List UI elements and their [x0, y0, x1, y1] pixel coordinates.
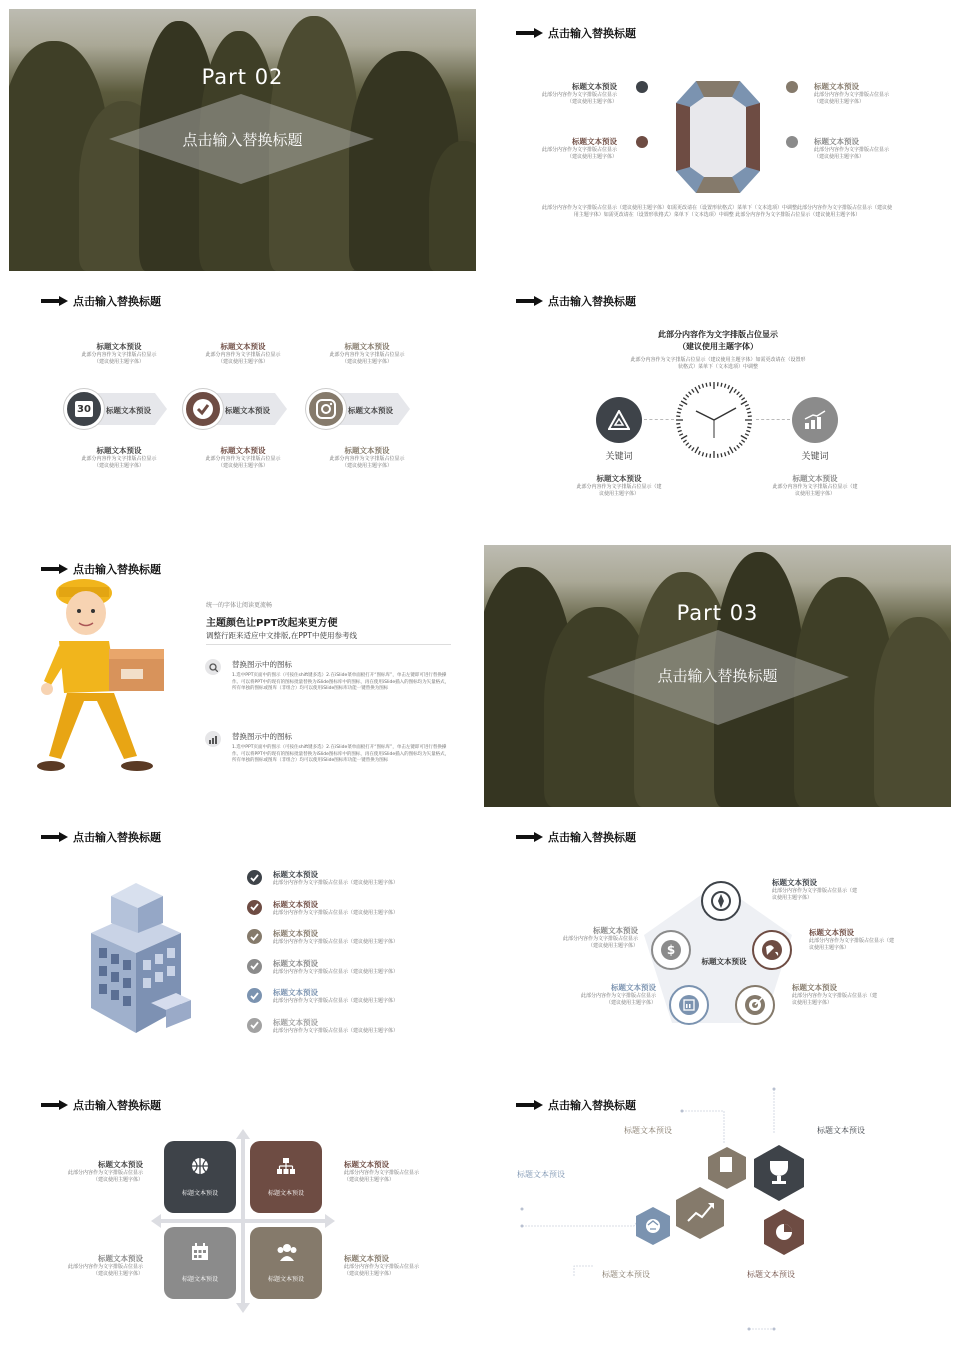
check-icon — [247, 900, 262, 915]
quadrant-box — [250, 1141, 322, 1213]
slide-header[interactable]: 点击输入替换标题 — [516, 829, 636, 845]
clock-tick — [739, 443, 742, 446]
part-title: Part 03 — [676, 601, 759, 625]
clock-tick — [683, 398, 686, 400]
step-label: 标题文本预设 — [225, 406, 270, 415]
text-block: 标题文本预设 此部分内容作为文字排版占位显示（建议使用主题字体） — [542, 137, 618, 160]
hex-label: 标题文本预设 — [747, 1270, 795, 1279]
item-body: 1.选中PPT页面中的图示（可按住shift键多选）2.在iSlide菜单面板打开“图标库”，单击左键即可进行替换操作。可以将PPT中的现有的图标批量替换为iSlide图标库中的图标，再在使用iSlide插入的图标均为矢量格式，所有单独的图标或图库（非组合）均可以使用iSlide图标库功能一键替换为图标 — [232, 673, 450, 691]
clock-tick — [679, 434, 683, 436]
clock-tick — [734, 448, 736, 451]
clock-tick — [681, 436, 687, 440]
clock-tick — [739, 395, 742, 398]
slide-clock — [484, 277, 951, 539]
dot-marker — [786, 136, 798, 148]
camera-icon — [306, 389, 346, 429]
slide-part-02 — [9, 9, 476, 271]
svg-text:$: $ — [666, 943, 676, 957]
building-illustration — [81, 878, 196, 1033]
text-block: 标题文本预设 此部分内容作为文字排版占位显示（建议使用主题字体） — [792, 983, 878, 1006]
check-icon — [247, 959, 262, 974]
quadrant-label: 标题文本预设 — [181, 1190, 218, 1197]
dot-marker — [786, 81, 798, 93]
tagline: 统一的字体让阅读更流畅 — [206, 602, 273, 609]
clock-tick — [725, 384, 726, 388]
quadrant-label: 标题文本预设 — [181, 1276, 218, 1283]
slide-three-steps — [9, 277, 476, 539]
headline: 此部分内容作为文字排版占位显示 （建议使用主题字体） — [658, 330, 778, 351]
title-secondary: 调整行距来适应中文排版,在PPT中使用参考线 — [206, 631, 358, 640]
step-label: 标题文本预设 — [106, 406, 151, 415]
slide-octagon — [484, 9, 951, 271]
clock-tick — [681, 401, 687, 405]
delivery-man-illustration — [29, 571, 179, 781]
text-block: 标题文本预设 此部分内容作为文字排版占位显示（建议使用主题字体） — [81, 342, 157, 365]
clock-tick — [746, 408, 750, 409]
clock-tick — [683, 440, 686, 442]
clock-tick — [679, 405, 683, 407]
dot-marker — [636, 136, 648, 148]
slide-header[interactable]: 点击输入替换标题 — [41, 1097, 161, 1113]
users-icon — [277, 1243, 297, 1261]
dollar-icon — [651, 930, 691, 970]
slide-header[interactable]: 点击输入替换标题 — [516, 1097, 636, 1113]
check-icon — [247, 1018, 262, 1033]
clock-tick — [745, 434, 749, 436]
arrow-right-icon — [516, 28, 544, 38]
clock-tick — [742, 440, 745, 442]
clock-tick — [730, 447, 734, 453]
clock-tick — [686, 395, 689, 398]
text-block: 标题文本预设 此部分内容作为文字排版占位显示（建议使用主题字体） — [67, 1160, 143, 1183]
clock-tick — [747, 412, 751, 413]
linkedin-icon — [669, 985, 709, 1025]
intro-text: 此部分内容作为文字排版占位显示（建议使用主题字体）如需更改请在（设置形状格式）菜单下（文本选项）中调整 — [630, 357, 806, 370]
arrow-right-icon — [41, 832, 69, 842]
clock-tick — [745, 405, 749, 407]
text-block: 标题文本预设 此部分内容作为文字排版占位显示（建议使用主题字体） — [542, 82, 618, 105]
arrow-right-icon — [516, 296, 544, 306]
clock-tick — [734, 389, 736, 392]
clock-tick — [692, 448, 694, 451]
clock-tick — [677, 412, 681, 413]
clock-tick — [721, 383, 722, 387]
clock-tick — [686, 443, 689, 446]
checklist-item: 标题文本预设 此部分内容作为文字排版占位显示（建议使用主题字体） — [273, 929, 399, 945]
text-block: 标题文本预设 此部分内容作为文字排版占位显示（建议使用主题字体） — [772, 474, 858, 497]
slide-building-checklist — [9, 813, 476, 1075]
quadrant-box — [164, 1141, 236, 1213]
footer-text: 此部分内容作为文字排版占位显示（建议使用主题字体）如需更改请在（设置形状格式）菜单下（文本选项）中调整此部分内容作为文字排版占位显示（建议使用主题字体）如需更改请在（设置形状格式）菜单下（文本选项）中调整 此部分内容作为文字排版占位显示（建议使用主题字体） — [541, 205, 892, 218]
hex-label: 标题文本预设 — [517, 1170, 565, 1179]
part-subtitle[interactable]: 点击输入替换标题 — [657, 667, 778, 685]
calendar-icon: 30 — [64, 389, 104, 429]
checklist-item: 标题文本预设 此部分内容作为文字排版占位显示（建议使用主题字体） — [273, 988, 399, 1004]
text-block: 标题文本预设 此部分内容作为文字排版占位显示（建议使用主题字体） — [205, 342, 281, 365]
basketball-icon — [191, 1157, 209, 1175]
checklist-item: 标题文本预设 此部分内容作为文字排版占位显示（建议使用主题字体） — [273, 870, 399, 886]
clock-tick — [695, 387, 699, 393]
check-icon — [247, 988, 262, 1003]
clock-tick — [725, 452, 726, 456]
slide-header[interactable]: 点击输入替换标题 — [41, 561, 161, 577]
arrow-right-icon — [516, 832, 544, 842]
arrow-right-icon — [41, 564, 69, 574]
text-block: 标题文本预设 此部分内容作为文字排版占位显示（建议使用主题字体） — [205, 446, 281, 469]
quadrant-label: 标题文本预设 — [267, 1276, 304, 1283]
quadrant-box — [250, 1227, 322, 1299]
keyword-label: 关键词 — [605, 452, 633, 462]
check-icon — [247, 929, 262, 944]
slide-header[interactable]: 点击输入替换标题 — [41, 829, 161, 845]
item-body: 1.选中PPT页面中的图示（可按住shift键多选）2.在iSlide菜单面板打开“图标库”，单击左键即可进行替换操作。可以将PPT中的现有的图标批量替换为iSlide图标库中的图标，再在使用iSlide插入的图标均为矢量格式，所有单独的图标或图库（非组合）均可以使用iSlide图标库功能一键替换为图标 — [232, 745, 450, 763]
slide-hexagons — [484, 1081, 951, 1343]
clock-tick — [678, 408, 682, 409]
dot-marker — [636, 81, 648, 93]
quadrant-box — [164, 1227, 236, 1299]
hex-label: 标题文本预设 — [817, 1126, 865, 1135]
divider — [206, 644, 451, 645]
text-block: 标题文本预设 此部分内容作为文字排版占位显示（建议使用主题字体） — [814, 137, 890, 160]
connector-line — [756, 419, 790, 420]
slide-cycle — [484, 813, 951, 1075]
clock-tick — [677, 427, 681, 428]
clock-tick — [689, 392, 692, 395]
clock-tick — [742, 398, 745, 400]
hex-label: 标题文本预设 — [602, 1270, 650, 1279]
tree-shape — [874, 617, 951, 807]
checklist-item: 标题文本预设 此部分内容作为文字排版占位显示（建议使用主题字体） — [273, 1017, 399, 1034]
clock-tick — [741, 436, 747, 440]
compass-icon — [701, 881, 741, 921]
part-subtitle[interactable]: 点击输入替换标题 — [182, 131, 303, 149]
org-chart-icon — [277, 1157, 295, 1175]
text-block: 标题文本预设 此部分内容作为文字排版占位显示（建议使用主题字体） — [67, 1254, 143, 1277]
text-block: 标题文本预设 此部分内容作为文字排版占位显示（建议使用主题字体） — [772, 878, 858, 901]
slide-part-03 — [484, 545, 951, 807]
keyword-label: 关键词 — [801, 452, 829, 462]
check-icon — [247, 870, 262, 885]
slide-header[interactable]: 点击输入替换标题 — [516, 293, 636, 309]
globe-icon — [752, 930, 792, 970]
clock-tick — [730, 387, 734, 393]
clock-tick — [689, 445, 692, 448]
text-block: 标题文本预设 此部分内容作为文字排版占位显示（建议使用主题字体） — [580, 983, 656, 1006]
bar-chart-icon — [792, 397, 838, 443]
clock-tick — [747, 427, 751, 428]
connector-line — [644, 419, 674, 420]
clock-tick — [746, 431, 750, 432]
text-block: 标题文本预设 此部分内容作为文字排版占位显示（建议使用主题字体） — [809, 928, 895, 951]
clock-tick — [728, 451, 730, 455]
text-block: 标题文本预设 此部分内容作为文字排版占位显示（建议使用主题字体） — [81, 446, 157, 469]
arrow-right-icon — [41, 296, 69, 306]
clock-tick — [699, 385, 701, 389]
chart-icon — [205, 731, 221, 747]
triangle-logo-icon — [596, 397, 642, 443]
clock-tick — [692, 389, 694, 392]
title-primary: 主题颜色让PPT改起来更方便 — [206, 618, 338, 629]
search-icon — [205, 659, 221, 675]
clock-tick — [706, 453, 707, 457]
clock-graphic — [674, 380, 754, 460]
arrow-right-icon — [41, 1100, 69, 1110]
clock-tick — [737, 445, 740, 448]
item-title: 替换图示中的图标 — [232, 660, 292, 669]
calendar-icon — [191, 1243, 209, 1261]
octagon-graphic — [676, 81, 760, 193]
text-block: 标题文本预设 此部分内容作为文字排版占位显示（建议使用主题字体） — [344, 1160, 420, 1183]
clock-tick — [702, 452, 703, 456]
text-block: 标题文本预设 此部分内容作为文字排版占位显示（建议使用主题字体） — [329, 446, 405, 469]
slide-quadrants — [9, 1081, 476, 1343]
clock-tick — [695, 447, 699, 453]
clock-tick — [678, 431, 682, 432]
quadrant-label: 标题文本预设 — [267, 1190, 304, 1197]
text-block: 标题文本预设 此部分内容作为文字排版占位显示（建议使用主题字体） — [329, 342, 405, 365]
slide-header[interactable]: 点击输入替换标题 — [41, 293, 161, 309]
clock-tick — [706, 383, 707, 387]
cycle-center-label: 标题文本预设 — [701, 957, 747, 966]
part-title: Part 02 — [201, 65, 284, 89]
text-block: 标题文本预设 此部分内容作为文字排版占位显示（建议使用主题字体） — [576, 474, 662, 497]
check-icon — [183, 389, 223, 429]
slide-delivery — [9, 545, 476, 807]
target-icon — [735, 985, 775, 1025]
clock-tick — [721, 453, 722, 457]
clock-tick — [737, 392, 740, 395]
text-block: 标题文本预设 此部分内容作为文字排版占位显示（建议使用主题字体） — [344, 1254, 420, 1277]
clock-tick — [699, 451, 701, 455]
text-block: 标题文本预设 此部分内容作为文字排版占位显示（建议使用主题字体） — [562, 926, 638, 949]
hex-label: 标题文本预设 — [624, 1126, 672, 1135]
slide-header[interactable]: 点击输入替换标题 — [516, 25, 636, 41]
clock-tick — [741, 401, 747, 405]
item-title: 替换图示中的图标 — [232, 732, 292, 741]
clock-tick — [702, 384, 703, 388]
hexagon-cluster — [634, 1143, 834, 1273]
clock-tick — [728, 385, 730, 389]
text-block: 标题文本预设 此部分内容作为文字排版占位显示（建议使用主题字体） — [814, 82, 890, 105]
step-label: 标题文本预设 — [348, 406, 393, 415]
checklist-item: 标题文本预设 此部分内容作为文字排版占位显示（建议使用主题字体） — [273, 958, 399, 975]
checklist-item: 标题文本预设 此部分内容作为文字排版占位显示（建议使用主题字体） — [273, 899, 399, 916]
